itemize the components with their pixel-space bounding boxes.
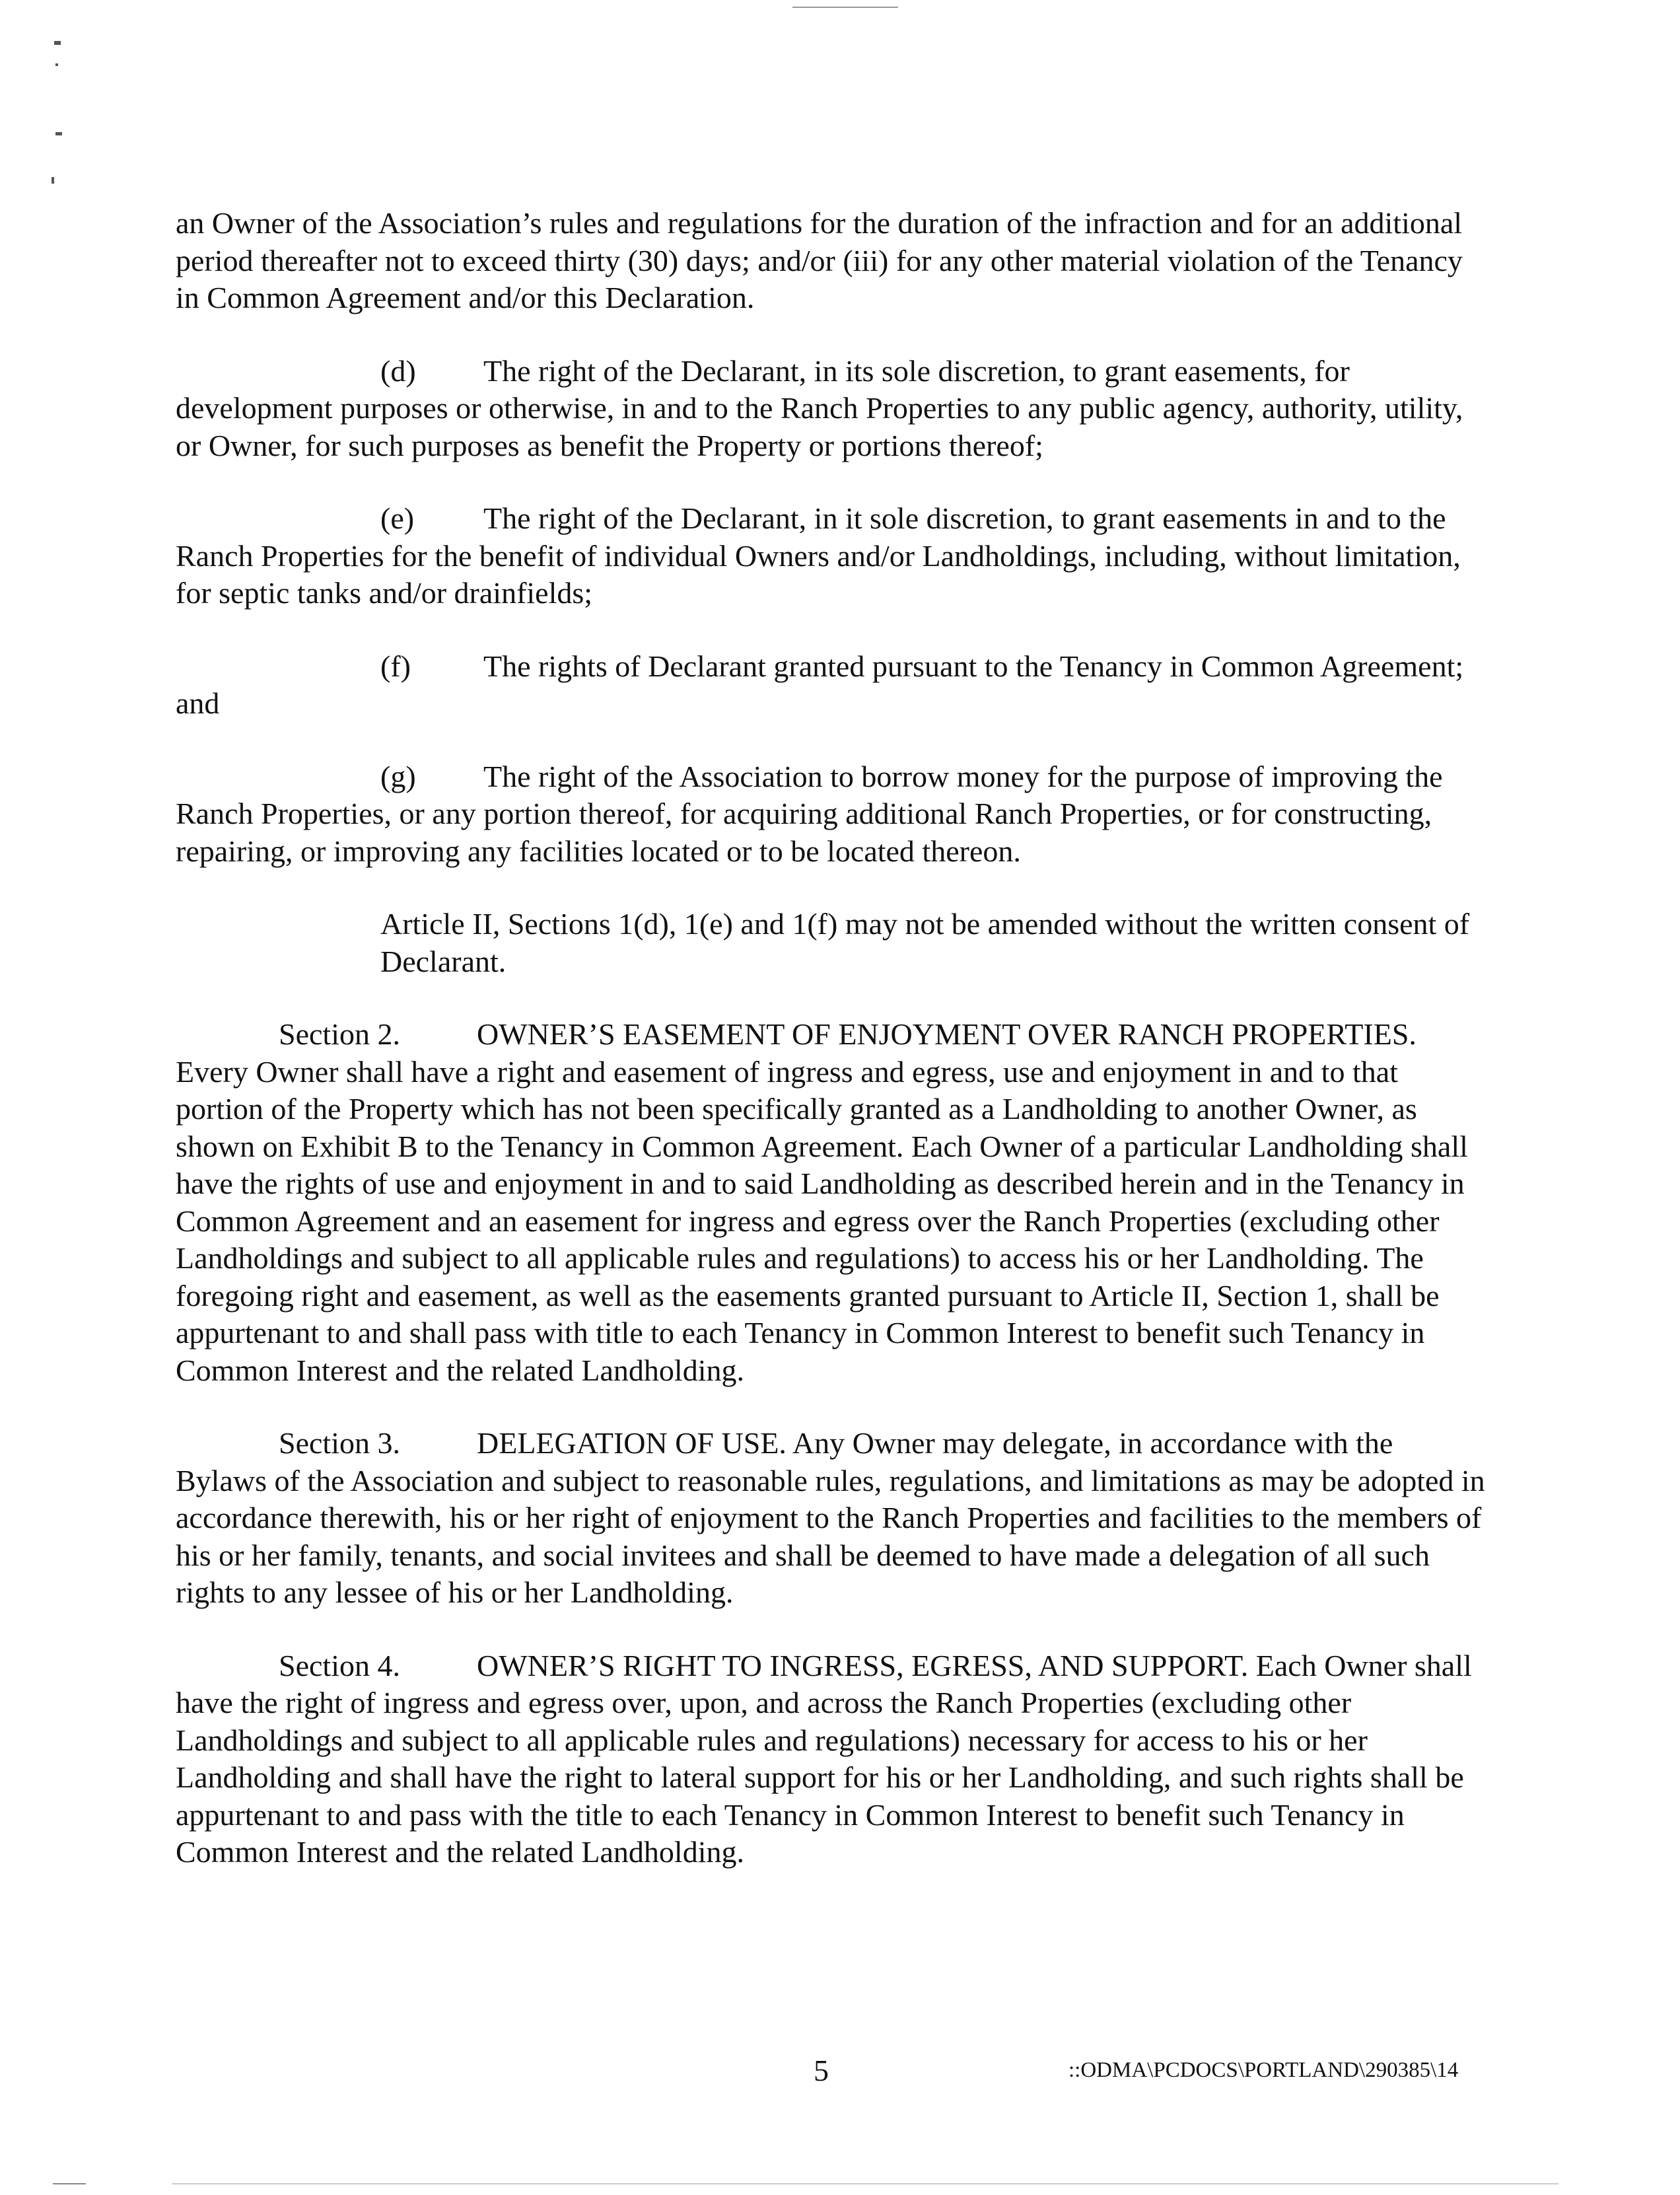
page-number: 5 (814, 2054, 829, 2087)
clause-text: The right of the Association to borrow money for the purpose of improving the Ranch Properties, or any portion thereof, for acquiring additional Ranch Properties, or for constructing, repairing, or improving any facilities located or to be located thereon. (176, 759, 1443, 868)
clause-f (176, 648, 1490, 723)
scan-mark (55, 63, 58, 66)
amendment-text: Article II, Sections 1(d), 1(e) and 1(f) may not be amended without the written consent of Declarant. (380, 907, 1470, 978)
scan-mark (54, 41, 61, 45)
section-text: OWNER’S RIGHT TO INGRESS, EGRESS, AND SUPPORT. Each Owner shall have the right of ingress and egress over, upon, and across the Ranch Properties (excluding other Landholdings and subject to all applicable rules and regulations) necessary for access to his or her Landholding and shall have the right to lateral support for his or her Landholding, and such rights shall be appurtenant to and pass with the title to each Tenancy in Common Interest to benefit such Tenancy in Common Interest and the related Landholding. (176, 1648, 1472, 1869)
clause-label: (g) (380, 759, 416, 793)
document-id: ::ODMA\PCDOCS\PORTLAND\290385\14 (1068, 2058, 1459, 2082)
clause-d (176, 353, 1490, 465)
scan-mark (52, 177, 54, 184)
clause-label: (d) (380, 353, 416, 388)
clause-text: The right of the Declarant, in its sole discretion, to grant easements, for development purposes or otherwise, in and to the Ranch Properties to any public agency, authority, utility, or Owner, for such purposes as benefit the Property or portions thereof; (176, 353, 1463, 462)
section-label: Section 2. (279, 1017, 400, 1051)
scan-mark (172, 2183, 1558, 2184)
section-3 (176, 1425, 1490, 1612)
section-label: Section 4. (279, 1648, 400, 1682)
clause-text: The right of the Declarant, in it sole discretion, to grant easements in and to the Ranch Properties for the benefit of individual Owners and/or Landholdings, including, without limitation, for septic tanks and/or drainfields; (176, 501, 1461, 610)
section-2 (176, 1016, 1490, 1389)
clause-e (176, 500, 1490, 612)
amendment-note (176, 906, 1490, 980)
scan-mark (792, 7, 898, 8)
section-label: Section 3. (279, 1426, 400, 1460)
clause-g (176, 758, 1490, 871)
paragraph-continuation: an Owner of the Association’s rules and regulations for the duration of the infraction and for an additional period thereafter not to exceed thirty (30) days; and/or (iii) for any other material violation of the Tenancy in Common Agreement and/or this Declaration. (176, 206, 1463, 314)
document-body (176, 205, 1490, 1907)
clause-label: (e) (380, 501, 415, 535)
scan-mark (55, 132, 62, 135)
section-text: DELEGATION OF USE. Any Owner may delegate, in accordance with the Bylaws of the Association and subject to reasonable rules, regulations, and limitations as may be adopted in accordance therewith, his or her right of enjoyment to the Ranch Properties and facilities to the members of his or her family, tenants, and social invitees and shall be deemed to have made a delegation of all such rights to any lessee of his or her Landholding. (176, 1426, 1485, 1609)
clause-text: The rights of Declarant granted pursuant to the Tenancy in Common Agreement; and (176, 649, 1464, 720)
section-4 (176, 1647, 1490, 1871)
page-footer (0, 2053, 1680, 2093)
clause-label: (f) (380, 649, 411, 683)
section-text: OWNER’S EASEMENT OF ENJOYMENT OVER RANCH PROPERTIES. Every Owner shall have a right and easement of ingress and egress, use and enjoyment in and to that portion of the Property which has not been specifically granted as a Landholding to another Owner, as shown on Exhibit B to the Tenancy in Common Agreement. Each Owner of a particular Landholding shall have the rights of use and enjoyment in and to said Landholding as described herein and in the Tenancy in Common Agreement and an easement for ingress and egress over the Ranch Properties (excluding other Landholdings and subject to all applicable rules and regulations) to access his or her Landholding. The foregoing right and easement, as well as the easements granted pursuant to Article II, Section 1, shall be appurtenant to and shall pass with title to each Tenancy in Common Interest to benefit such Tenancy in Common Interest and the related Landholding. (176, 1017, 1468, 1387)
scan-mark (53, 2183, 86, 2184)
